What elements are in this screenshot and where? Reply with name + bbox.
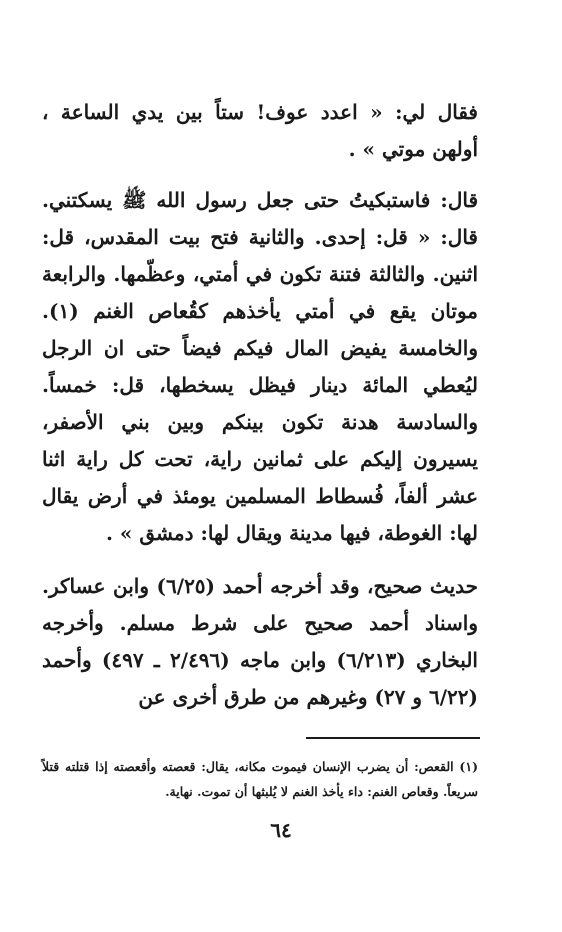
page-number: ٦٤ [270, 818, 292, 842]
paragraph-hadith-opening [42, 94, 478, 168]
footnote: (١) القعص: أن يضرب الإنسان فيموت مكانه، يقال: قعصته وأقعصته إذا قتلته قتلاً سريعاً. وقعاص الغنم: داء يأخذ الغنم لا يُلبثها أن تموت. نهاية. [42, 759, 478, 799]
paragraph-text: قال: فاستبكيتُ حتى جعل رسول الله ﷺ يسكتني. قال: « قل: إحدى. والثانية فتح بيت المقدس، قل: اثنين. والثالثة فتنة تكون في أمتي، وعظّمها. والرابعة موتان يقع في أمتي يأخذهم كقُعاص الغنم (١). والخامسة يفيض المال فيكم فيضاً حتى ان الرجل ليُعطي المائة دينار فيظل يسخطها، قل: خمساً. والسادسة هدنة تكون بينكم وبين بني الأصفر، يسيرون إليكم على ثمانين راية، تحت كل راية اثنا عشر ألفاً، فُسطاط المسلمين يومئذ في أرض يقال لها: الغوطة، فيها مدينة ويقال لها: دمشق » . [42, 188, 478, 545]
paragraph-text: حديث صحيح، وقد أخرجه أحمد (٦/٢٥) وابن عساكر. واسناد أحمد صحيح على شرط مسلم. وأخرجه البخاري (٦/٢١٣) وابن ماجه (٢/٤٩٦ ـ ٤٩٧) وأحمد (٦/٢٢ و ٢٧) وغيرهم من طرق أخرى عن [42, 574, 478, 709]
paragraph-takhrij [42, 568, 478, 716]
paragraph-text: فقال لي: « اعدد عوف! ستاً بين يدي الساعة ، أولهن موتي » . [42, 100, 478, 161]
footnote-divider [306, 737, 480, 739]
paragraph-hadith-body [42, 182, 478, 552]
